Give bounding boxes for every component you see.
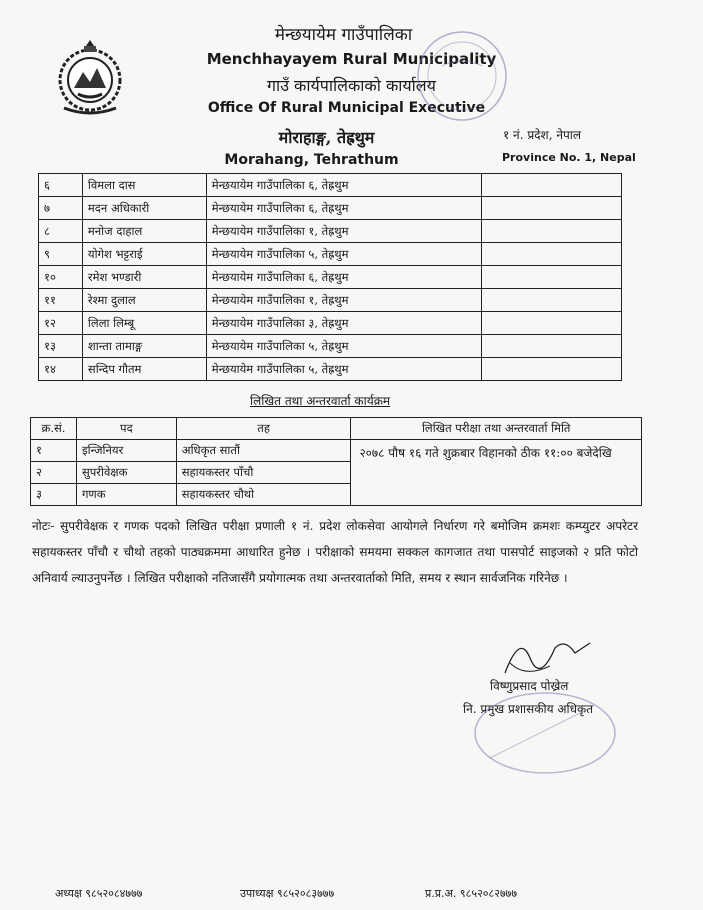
table-row [31,440,642,462]
candidate-extra [482,266,622,289]
candidate-name: शान्ता तामाङ्ग [82,335,206,358]
footer-cao-phone: प्र.प्र.अ. ९८५२०८२७७७ [425,887,518,900]
header-sn: क्र.सं. [31,418,77,440]
exam-date-text: २०७८ पौष १६ गते शुक्रबार विहानको ठीक ११:०० बजेदेखि [351,440,642,506]
candidate-name: सन्दिप गौतम [82,358,206,381]
schedule-table [30,417,642,506]
place-en: Morahang, Tehrathum [224,152,399,168]
footer-vice-chair-phone: उपाध्यक्ष ९८५२०८३७७७ [240,887,335,900]
schedule-level: अधिकृत सातौं [176,440,351,462]
note-paragraph: नोटः- सुपरीवेक्षक र गणक पदको लिखित परीक्षा प्रणाली १ नं. प्रदेश लोकसेवा आयोगले निर्धारण गरे बमोजिम क्रमशः कम्प्युटर अपरेटर सहायकस्तर पाँचौ र चौथो तहको पाठ्यक्रममा आधारित हुनेछ । परीक्षाको समयमा सक्कल कागजात तथा पासपोर्ट साइजको २ प्रति फोटो अनिवार्य ल्याउनुपर्नेछ । लिखित परीक्षाको नतिजासँगै प्रयोगात्मक तथा अन्तरवार्ताको मिति, समय र स्थान सार्वजनिक गरिनेछ । [32,519,638,585]
schedule-header-row [31,418,642,440]
header-post: पद [76,418,176,440]
table-row [39,289,622,312]
office-stamp-icon [470,688,620,778]
candidate-extra [482,335,622,358]
office-stamp-icon [412,26,512,136]
province-en: Province No. 1, Nepal [502,151,636,164]
candidate-extra [482,220,622,243]
office-name-en: Office Of Rural Municipal Executive [207,100,486,116]
candidate-name: रमेश भण्डारी [82,266,206,289]
province-np: १ नं. प्रदेश, नेपाल [503,128,582,142]
schedule-post: गणक [76,484,176,506]
candidate-address: मेन्छयायेम गाउँपालिका ५, तेह्रथुम [206,358,482,381]
candidate-sn: १४ [39,358,83,381]
candidate-address: मेन्छयायेम गाउँपालिका ६, तेह्रथुम [206,197,482,220]
table-row [39,335,622,358]
table-row [39,266,622,289]
header-exam-date: लिखित परीक्षा तथा अन्तरवार्ता मिति [351,418,642,440]
municipality-name-np: मेन्छयायेम गाउँपालिका [274,25,413,45]
candidate-name: लिला लिम्बू [82,312,206,335]
table-row [39,220,622,243]
candidate-sn: १३ [39,335,83,358]
candidate-address: मेन्छयायेम गाउँपालिका १, तेह्रथुम [206,289,482,312]
candidate-sn: ९ [39,243,83,266]
schedule-post: इन्जिनियर [76,440,176,462]
candidate-sn: ८ [39,220,83,243]
table-row [39,197,622,220]
candidate-address: मेन्छयायेम गाउँपालिका १, तेह्रथुम [206,220,482,243]
candidate-extra [482,174,622,197]
signature-icon [495,628,595,683]
header-level: तह [176,418,351,440]
candidate-address: मेन्छयायेम गाउँपालिका ५, तेह्रथुम [206,335,482,358]
candidate-name: योगेश भट्टराई [82,243,206,266]
candidate-name: मनोज दाहाल [82,220,206,243]
table-row [39,174,622,197]
candidate-name: रेश्मा दुलाल [82,289,206,312]
candidate-extra [482,289,622,312]
place-np: मोराहाङ्ग, तेह्रथुम [278,128,375,147]
candidate-name: विमला दास [82,174,206,197]
candidate-sn: १० [39,266,83,289]
candidate-sn: ६ [39,174,83,197]
candidate-sn: ७ [39,197,83,220]
footer-chair-phone: अध्यक्ष ९८५२०८४७७७ [55,887,143,900]
candidate-extra [482,358,622,381]
schedule-level: सहायकस्तर पाँचौ [176,462,351,484]
schedule-level: सहायकस्तर चौथो [176,484,351,506]
schedule-sn: १ [31,440,77,462]
municipality-name-en: Menchhayayem Rural Municipality [206,50,497,68]
candidate-name: मदन अधिकारी [82,197,206,220]
candidate-extra [482,197,622,220]
candidate-address: मेन्छयायेम गाउँपालिका ६, तेह्रथुम [206,266,482,289]
table-row [39,312,622,335]
signatory-title: नि. प्रमुख प्रशासकीय अधिकृत [463,702,594,716]
table-row [39,358,622,381]
signatory-name: विष्णुप्रसाद पोख्रेल [490,679,569,693]
office-name-np: गाउँ कार्यपालिकाको कार्यालय [267,76,436,95]
candidate-extra [482,312,622,335]
candidate-sn: १२ [39,312,83,335]
candidate-address: मेन्छयायेम गाउँपालिका ६, तेह्रथुम [206,174,482,197]
candidates-table [38,173,622,381]
candidate-extra [482,243,622,266]
schedule-post: सुपरीवेक्षक [76,462,176,484]
schedule-sn: २ [31,462,77,484]
candidate-address: मेन्छयायेम गाउँपालिका ३, तेह्रथुम [206,312,482,335]
schedule-title: लिखित तथा अन्तरवार्ता कार्यक्रम [250,394,391,408]
schedule-sn: ३ [31,484,77,506]
candidate-sn: ११ [39,289,83,312]
candidate-address: मेन्छयायेम गाउँपालिका ५, तेह्रथुम [206,243,482,266]
table-row [39,243,622,266]
